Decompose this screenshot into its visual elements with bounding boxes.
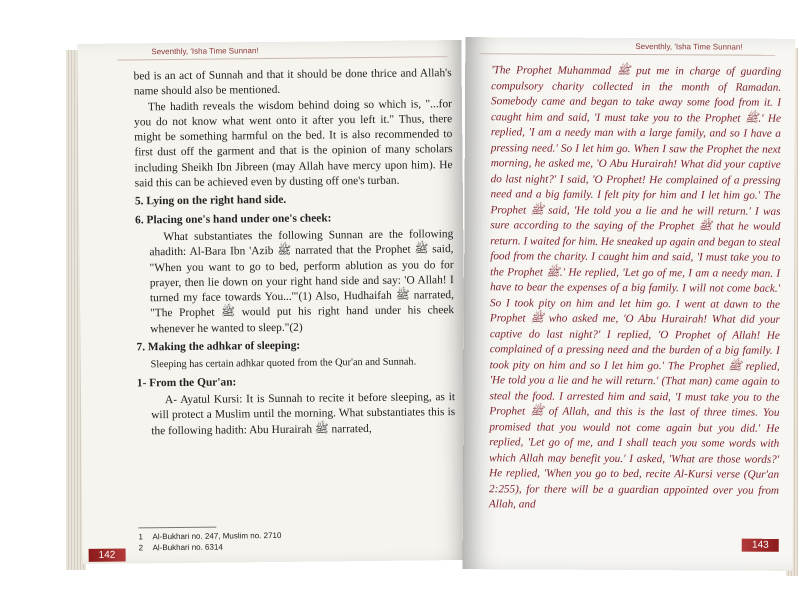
left-page <box>77 40 466 564</box>
page-number-right: 143 <box>742 539 779 552</box>
footnotes <box>138 530 281 553</box>
paragraph: bed is an act of Sunnah and that it should be done thrice and Allah's name should also be mentioned. <box>133 67 452 98</box>
open-book <box>58 30 782 578</box>
right-page-body: 'The Prophet Muhammad ﷺ put me in charge of guarding compulsory charity collected in the month of Ramadan. Somebody came and began to take away some food from it. I caught him and said, 'I must take you to the Prophet ﷺ.' He replied, 'I am a needy man with a large family, and so I have a pressing need.' So I let him go. When I saw the Prophet the next morning, he asked me, 'O Abu Hurairah! What did your captive do last night?' I said, 'O Prophet! He complained of a pressing need and a big family. I felt pity for him and I let him go.' The Prophet ﷺ said, 'He told you a lie and he will return.' I was sure according to the saying of the Prophet ﷺ that he would return. I waited for him. He sneaked up again and began to steal food from the charity. I caught him and said, 'I must take you to the Prophet ﷺ.' He replied, 'Let go of me, I am a needy man. I have to bear the expenses of a big family. I will not come back.' So I took pity on him and let him go. I went at dawn to the Prophet ﷺ who asked me, 'O Abu Hurairah! What did your captive do last night?' I replied, 'O Prophet of Allah! He complained of a pressing need and the burden of a big family. I took pity on him and so I let him go.' The Prophet ﷺ replied, 'He told you a lie and he will return.' (That man) came again to steal the food. I arrested him and said, 'I must take you to the Prophet ﷺ of Allah, and this is the last of three times. You promised that you would not come again but you did.' He replied, 'Let go of me, and I shall teach you some words with which Allah may benefit you.' I asked, 'What are those words?' He replied, 'When you go to bed, recite Al-Kursi verse (Qur'an 2:255), for there will be a guardian appointed over you from Allah, and <box>488 64 782 511</box>
right-page <box>463 37 796 571</box>
footnote: 2 Al-Bukhari no. 6314 <box>138 542 223 553</box>
paragraph: The hadith reveals the wisdom behind doing so which is, "...for you do not know what went onto it after you left it." Thus, there might be something harmful on the bed. It is also recommended to first dust off the garment and that is the opinion of many scholars including Sheikh Ibn Jibreen (may Allah have mercy upon him). He said this can be achieved even by dusting off one's turban. <box>134 97 453 190</box>
footnote-rule <box>138 527 216 529</box>
section-heading: 6. Placing one's hand under one's cheek: <box>135 212 332 227</box>
footnote: 1 Al-Bukhari no. 247, Muslim no. 2710 <box>138 530 282 542</box>
left-page-body <box>134 66 456 439</box>
section-heading: 1- From the Qur'an: <box>136 376 237 390</box>
header-rule-right <box>479 53 775 56</box>
header-rule-left <box>117 56 447 60</box>
running-head-right: Seventhly, 'Isha Time Sunnan! <box>635 42 743 52</box>
paragraph: Sleeping has certain adhkar quoted from the Qur'an and Sunnah. <box>150 356 417 371</box>
section-heading: 7. Making the adhkar of sleeping: <box>136 339 301 354</box>
running-head-left: Seventhly, 'Isha Time Sunnan! <box>151 46 259 57</box>
paragraph: A- Ayatul Kursi: It is Sunnah to recite it before sleeping, as it will protect a Muslim until the morning. What substantiates this is the following hadith: Abu Hurairah ﷺ narrated, <box>151 391 456 437</box>
section-heading: 5. Lying on the right hand side. <box>134 194 287 208</box>
paragraph: What substantiates the following Sunnan are the following ahadith: Al-Bara Ibn 'Azib ﷺ narrated that the Prophet ﷺ said, "When you want to go to bed, perform ablution as you do for prayer, then lie down on your right hand side and say: 'O Allah! I turned my face towards You...'"(1) Also, Hudhaifah ﷺ narrated, "The Prophet ﷺ would put his right hand under his cheek whenever he wanted to sleep."(2) <box>149 228 455 336</box>
page-number-left: 142 <box>89 549 126 562</box>
